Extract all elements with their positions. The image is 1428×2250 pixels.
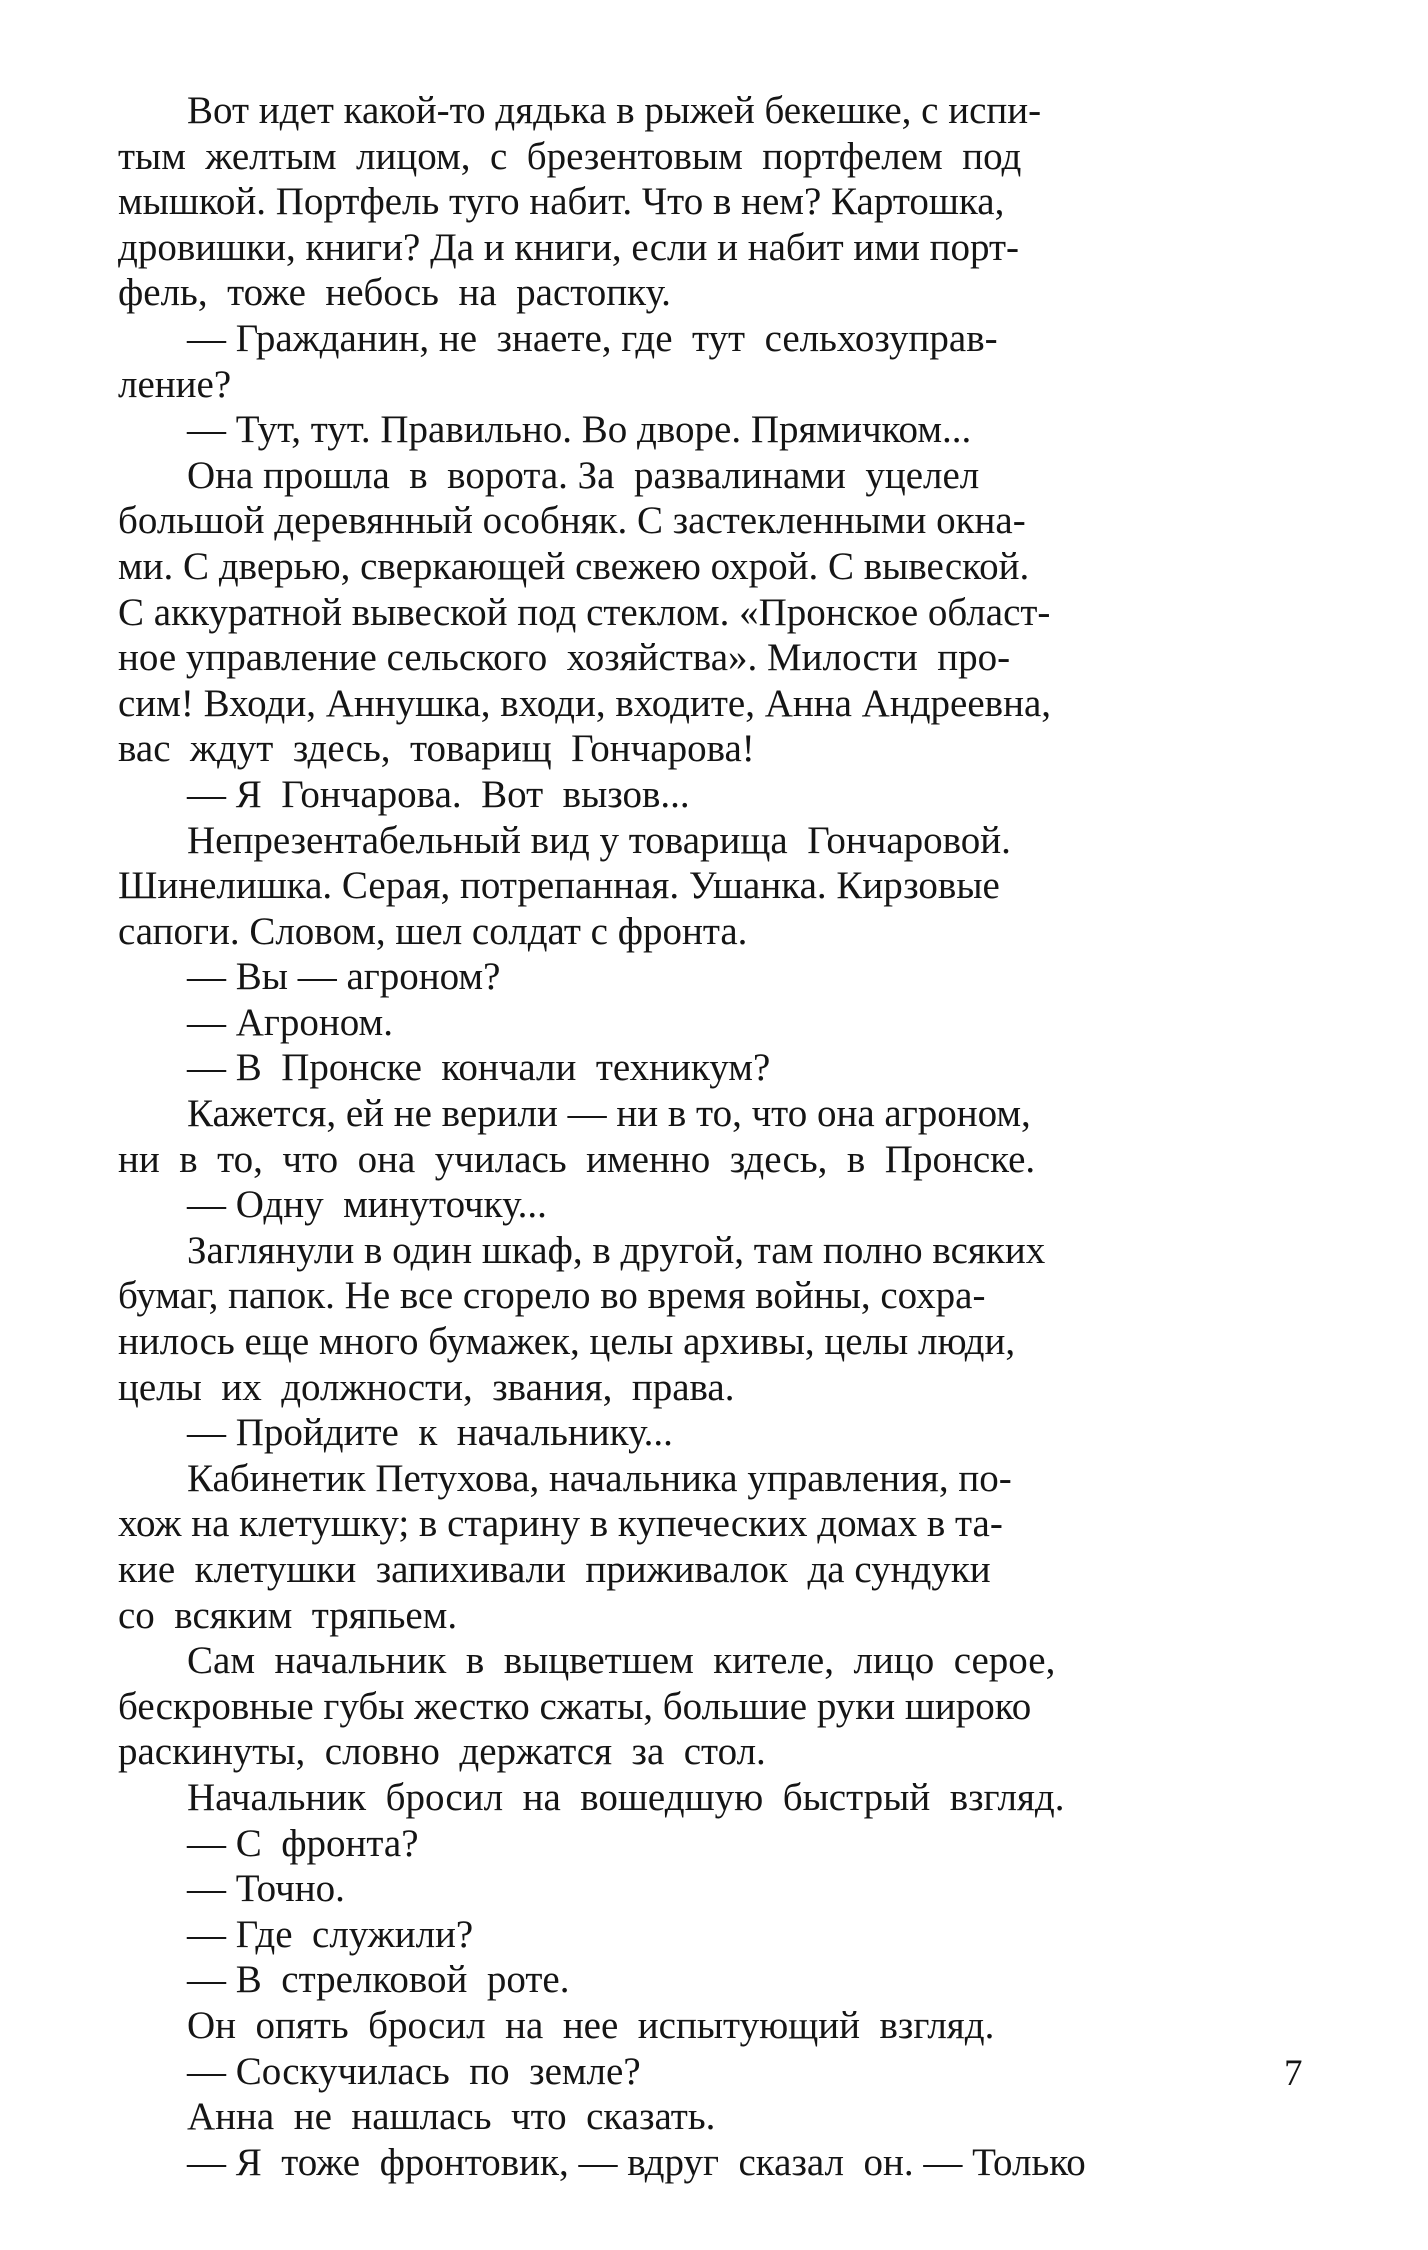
text-line: фель, тоже небось на растопку. xyxy=(118,271,671,315)
text-line: — Одну минуточку... xyxy=(187,1183,547,1227)
text-line: — С фронта? xyxy=(187,1821,419,1865)
text-line: — Тут, тут. Правильно. Во дворе. Прямичком... xyxy=(187,408,972,452)
text-line: — Я Гончарова. Вот вызов... xyxy=(187,772,690,816)
text-line: — Соскучилась по земле? xyxy=(187,2049,641,2093)
text-line: — Гражданин, не знаете, где тут сельхозуправ- xyxy=(187,316,998,360)
text-line: — Точно. xyxy=(187,1867,345,1911)
text-line: Заглянули в один шкаф, в другой, там полно всяких xyxy=(187,1228,1046,1272)
text-line: сапоги. Словом, шел солдат с фронта. xyxy=(118,909,748,953)
text-line: Анна не нашлась что сказать. xyxy=(187,2095,716,2139)
text-line: — Пройдите к начальнику... xyxy=(187,1411,673,1455)
text-line: Вот идет какой-то дядька в рыжей бекешке, с испи- xyxy=(187,89,1042,132)
page-number: 7 xyxy=(1284,2053,1303,2094)
text-line: ни в то, что она училась именно здесь, в Пронске. xyxy=(118,1137,1036,1181)
text-line: кие клетушки запихивали приживалок да сундуки xyxy=(118,1548,991,1591)
text-line: со всяким тряпьем. xyxy=(118,1593,458,1637)
text-line: — Вы — агроном? xyxy=(187,955,501,999)
text-line: Кабинетик Петухова, начальника управления, по- xyxy=(187,1456,1012,1500)
text-line: — В Пронске кончали техникум? xyxy=(187,1046,771,1090)
text-line: нилось еще много бумажек, целы архивы, целы люди, xyxy=(118,1320,1016,1364)
text-line: сим! Входи, Аннушка, входи, входите, Анна Андреевна, xyxy=(118,681,1052,725)
text-line: Сам начальник в выцветшем кителе, лицо серое, xyxy=(187,1639,1056,1683)
text-line: большой деревянный особняк. С застекленными окна- xyxy=(118,499,1026,543)
text-line: раскинуты, словно держатся за стол. xyxy=(118,1730,766,1774)
text-line: хож на клетушку; в старину в купеческих домах в та- xyxy=(118,1502,1003,1546)
text-line: Шинелишка. Серая, потрепанная. Ушанка. Кирзовые xyxy=(118,864,1000,908)
text-line: ное управление сельского хозяйства». Милости про- xyxy=(118,636,1011,680)
text-line: Она прошла в ворота. За развалинами уцелел xyxy=(187,453,980,497)
text-line: Начальник бросил на вошедшую быстрый взгляд. xyxy=(187,1775,1065,1819)
text-line: — Агроном. xyxy=(187,1000,393,1044)
text-line: тым желтым лицом, с брезентовым портфелем под xyxy=(118,134,1022,178)
body-text xyxy=(118,88,1236,2185)
text-line: Кажется, ей не верили — ни в то, что она агроном, xyxy=(187,1092,1031,1136)
text-line: ление? xyxy=(118,362,232,406)
text-line: С аккуратной вывеской под стеклом. «Пронское област- xyxy=(118,590,1051,634)
text-line: Непрезентабельный вид у товарища Гончаровой. xyxy=(187,818,1011,862)
text-line: — В стрелковой роте. xyxy=(187,1958,570,2002)
text-line: вас ждут здесь, товарищ Гончарова! xyxy=(118,727,755,771)
text-line: целы их должности, звания, права. xyxy=(118,1365,735,1409)
text-line: мышкой. Портфель туго набит. Что в нем? Картошка, xyxy=(118,180,1005,224)
text-line: дровишки, книги? Да и книги, если и набит ими порт- xyxy=(118,225,1019,269)
text-line: ми. С дверью, сверкающей свежею охрой. С вывеской. xyxy=(118,544,1030,588)
text-line: бумаг, папок. Не все сгорело во время войны, сохра- xyxy=(118,1274,986,1318)
text-line: — Где служили? xyxy=(187,1912,474,1956)
text-line: — Я тоже фронтовик, — вдруг сказал он. — Только xyxy=(187,2140,1086,2184)
text-line: Он опять бросил на нее испытующий взгляд. xyxy=(187,2003,995,2047)
text-line: бескровные губы жестко сжаты, большие руки широко xyxy=(118,1684,1032,1728)
